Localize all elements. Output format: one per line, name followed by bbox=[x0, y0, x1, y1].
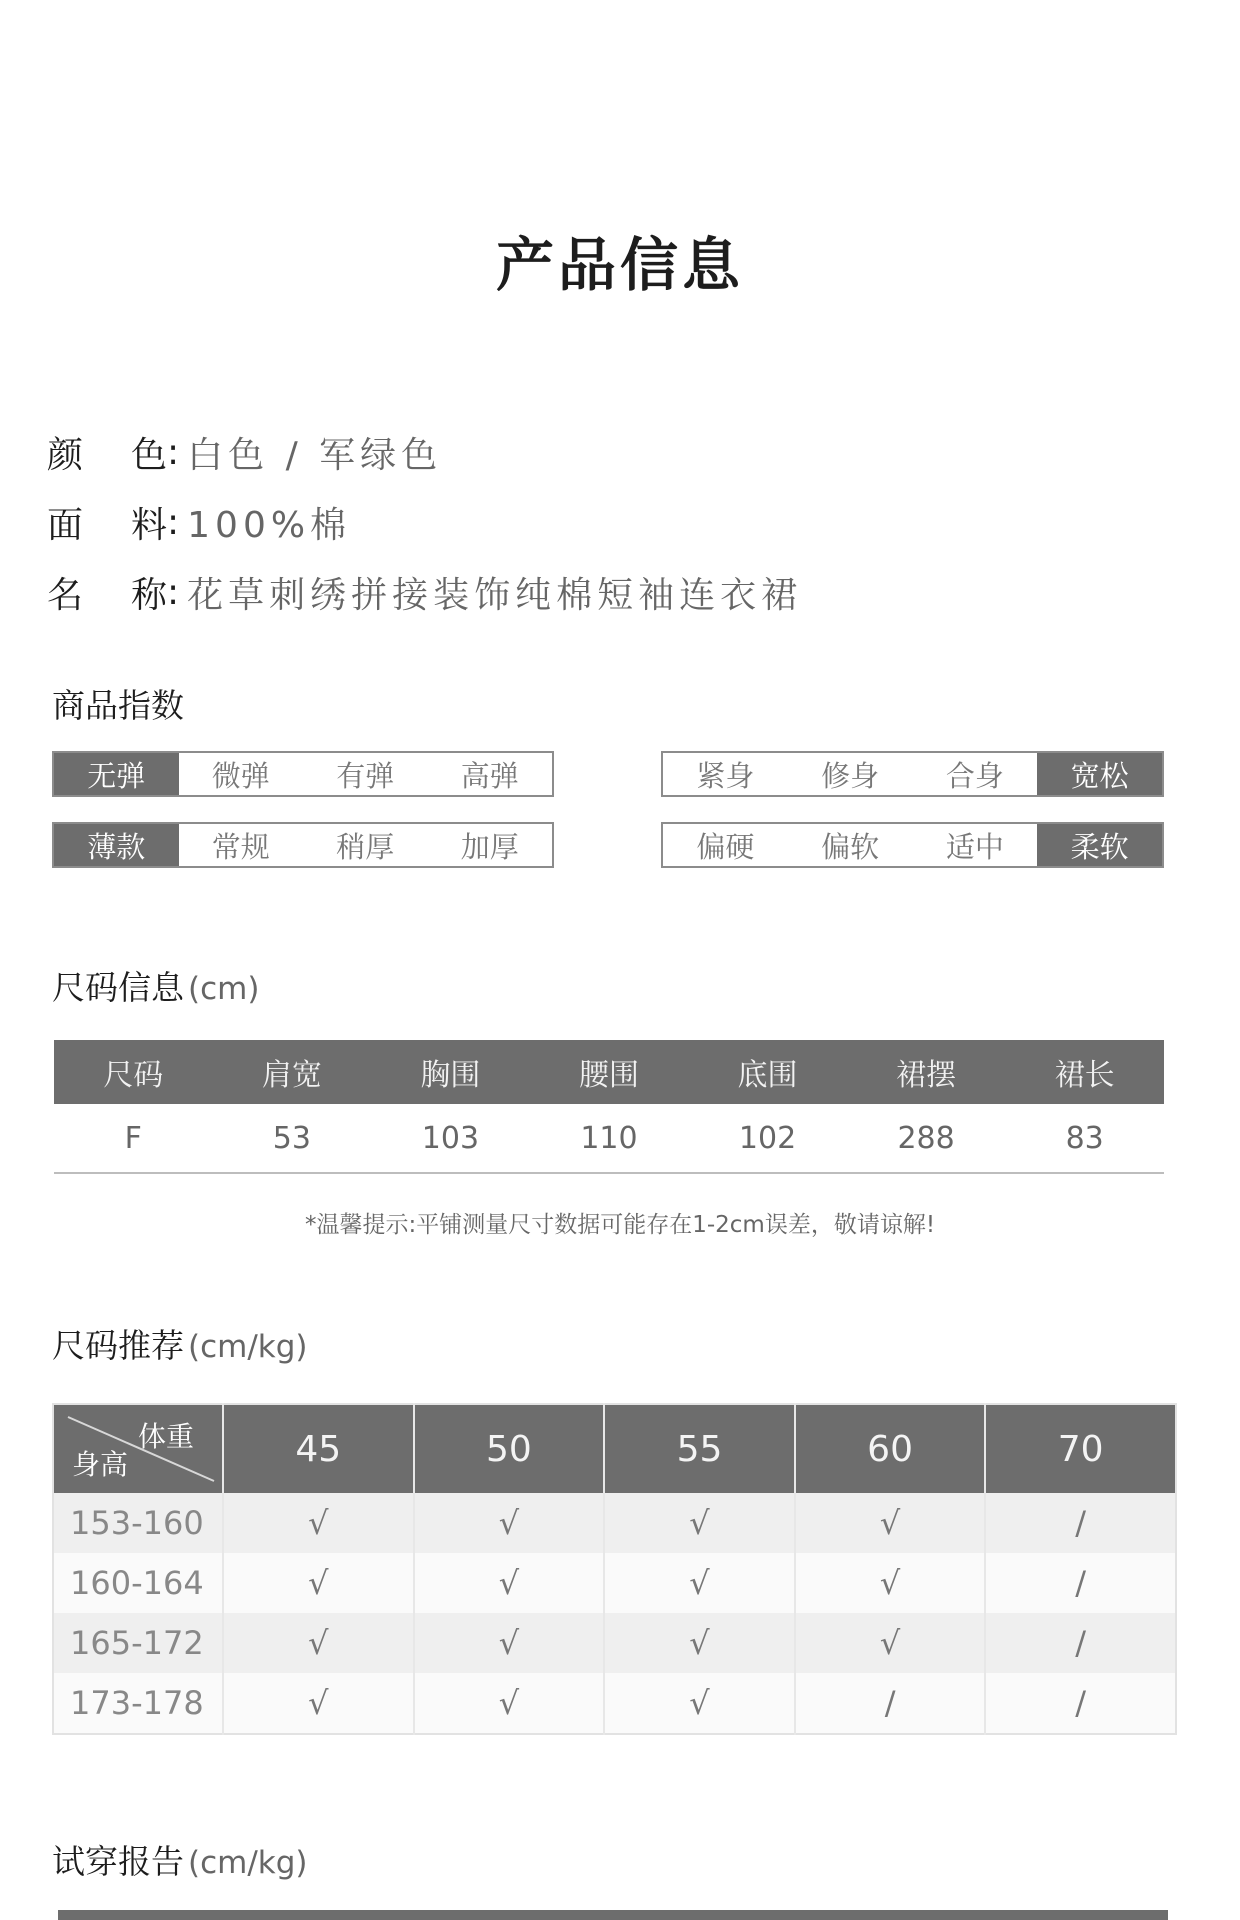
mark-cell: / bbox=[985, 1673, 1176, 1734]
size-header-cell: 裙摆 bbox=[847, 1040, 1006, 1104]
index-cell: 加厚 bbox=[460, 829, 519, 864]
info-label-char: 颜 bbox=[47, 434, 84, 476]
info-colon: : bbox=[167, 501, 180, 543]
size-table-header bbox=[54, 1040, 1164, 1104]
mark-cell: √ bbox=[795, 1553, 986, 1613]
recommend-corner-cell bbox=[53, 1404, 223, 1493]
mark-cell: √ bbox=[223, 1493, 414, 1553]
index-cell: 稍厚 bbox=[336, 829, 395, 864]
mark-cell: √ bbox=[795, 1613, 986, 1673]
index-cell: 合身 bbox=[945, 758, 1004, 793]
size-header-cell: 肩宽 bbox=[213, 1040, 372, 1104]
section-title-text: 试穿报告 bbox=[52, 1842, 184, 1881]
mark-cell: √ bbox=[223, 1613, 414, 1673]
trial-table-header-bar bbox=[58, 1910, 1168, 1920]
weight-header-cell: 60 bbox=[795, 1404, 986, 1493]
info-value-material: 100%棉 bbox=[187, 504, 352, 546]
mark-cell: √ bbox=[414, 1493, 605, 1553]
info-label-char: 料 bbox=[130, 504, 167, 546]
index-cell-active: 宽松 bbox=[1037, 753, 1162, 795]
weight-header-cell: 50 bbox=[414, 1404, 605, 1493]
info-label bbox=[47, 497, 167, 548]
info-label-char: 色 bbox=[130, 434, 167, 476]
table-row bbox=[53, 1493, 1176, 1553]
size-header-cell: 裙长 bbox=[1005, 1040, 1164, 1104]
mark-cell: / bbox=[985, 1493, 1176, 1553]
size-header-cell: 底围 bbox=[688, 1040, 847, 1104]
mark-cell: √ bbox=[414, 1613, 605, 1673]
size-cell: 53 bbox=[213, 1104, 372, 1173]
info-label-char: 名 bbox=[47, 574, 84, 616]
index-cell: 适中 bbox=[945, 829, 1004, 864]
height-cell: 165-172 bbox=[53, 1613, 223, 1673]
mark-cell: √ bbox=[604, 1613, 795, 1673]
info-colon: : bbox=[167, 571, 180, 613]
index-cell-active: 无弹 bbox=[54, 753, 179, 795]
section-title-text: 尺码推荐 bbox=[52, 1326, 184, 1365]
index-cell: 有弹 bbox=[336, 758, 395, 793]
info-value-name: 花草刺绣拼接装饰纯棉短袖连衣裙 bbox=[187, 574, 803, 616]
index-bar-thickness bbox=[52, 822, 554, 868]
weight-header-cell: 45 bbox=[223, 1404, 414, 1493]
table-row bbox=[53, 1613, 1176, 1673]
size-cell: 110 bbox=[530, 1104, 689, 1173]
recommend-table-header bbox=[53, 1404, 1176, 1493]
corner-weight-label: 体重 bbox=[137, 1420, 194, 1453]
size-header-cell: 胸围 bbox=[371, 1040, 530, 1104]
info-label bbox=[47, 427, 167, 478]
index-cell: 偏硬 bbox=[696, 829, 755, 864]
info-row-color bbox=[47, 427, 442, 477]
mark-cell: √ bbox=[604, 1673, 795, 1734]
table-row bbox=[53, 1553, 1176, 1613]
recommend-table bbox=[52, 1403, 1177, 1735]
info-label-char: 称 bbox=[130, 574, 167, 616]
mark-cell: / bbox=[795, 1673, 986, 1734]
section-title-trial bbox=[52, 1836, 308, 1883]
info-value-color: 白色 / 军绿色 bbox=[187, 434, 443, 476]
corner-height-label: 身高 bbox=[72, 1448, 129, 1481]
size-cell: 102 bbox=[688, 1104, 847, 1173]
section-title-size bbox=[52, 962, 259, 1009]
index-cell: 高弹 bbox=[460, 758, 519, 793]
index-bar-softness bbox=[661, 822, 1164, 868]
section-title-recommend bbox=[52, 1320, 308, 1367]
index-cell: 紧身 bbox=[696, 758, 755, 793]
weight-header-cell: 70 bbox=[985, 1404, 1176, 1493]
mark-cell: / bbox=[985, 1613, 1176, 1673]
section-title-unit: (cm) bbox=[188, 971, 260, 1007]
index-cell: 常规 bbox=[211, 829, 270, 864]
weight-header-cell: 55 bbox=[604, 1404, 795, 1493]
page-title: 产品信息 bbox=[495, 231, 744, 299]
index-bar-fit bbox=[661, 751, 1164, 797]
index-cell: 偏软 bbox=[821, 829, 880, 864]
size-header-cell: 腰围 bbox=[530, 1040, 689, 1104]
size-cell: F bbox=[54, 1104, 213, 1173]
mark-cell: / bbox=[985, 1553, 1176, 1613]
info-row-material bbox=[47, 497, 351, 547]
mark-cell: √ bbox=[414, 1673, 605, 1734]
index-cell: 微弹 bbox=[211, 758, 270, 793]
size-note: *温馨提示:平铺测量尺寸数据可能存在1-2cm误差，敬请谅解! bbox=[304, 1212, 936, 1238]
index-cell: 修身 bbox=[821, 758, 880, 793]
section-title-unit: (cm/kg) bbox=[188, 1845, 308, 1881]
info-row-name bbox=[47, 567, 802, 617]
info-label bbox=[47, 567, 167, 618]
mark-cell: √ bbox=[223, 1553, 414, 1613]
index-cell-active: 薄款 bbox=[54, 824, 179, 866]
section-title-text: 尺码信息 bbox=[52, 968, 184, 1007]
mark-cell: √ bbox=[795, 1493, 986, 1553]
mark-cell: √ bbox=[604, 1553, 795, 1613]
size-table bbox=[54, 1040, 1164, 1174]
size-header-cell: 尺码 bbox=[54, 1040, 213, 1104]
section-title-index: 商品指数 bbox=[52, 686, 184, 725]
height-cell: 173-178 bbox=[53, 1673, 223, 1734]
info-label-char: 面 bbox=[47, 504, 84, 546]
height-cell: 160-164 bbox=[53, 1553, 223, 1613]
size-cell: 83 bbox=[1005, 1104, 1164, 1173]
mark-cell: √ bbox=[414, 1553, 605, 1613]
table-row bbox=[53, 1673, 1176, 1734]
height-cell: 153-160 bbox=[53, 1493, 223, 1553]
mark-cell: √ bbox=[604, 1493, 795, 1553]
size-cell: 103 bbox=[371, 1104, 530, 1173]
table-row bbox=[54, 1104, 1164, 1173]
info-colon: : bbox=[167, 431, 180, 473]
section-title-unit: (cm/kg) bbox=[188, 1329, 308, 1365]
index-bar-elasticity bbox=[52, 751, 554, 797]
mark-cell: √ bbox=[223, 1673, 414, 1734]
size-cell: 288 bbox=[847, 1104, 1006, 1173]
index-cell-active: 柔软 bbox=[1037, 824, 1162, 866]
